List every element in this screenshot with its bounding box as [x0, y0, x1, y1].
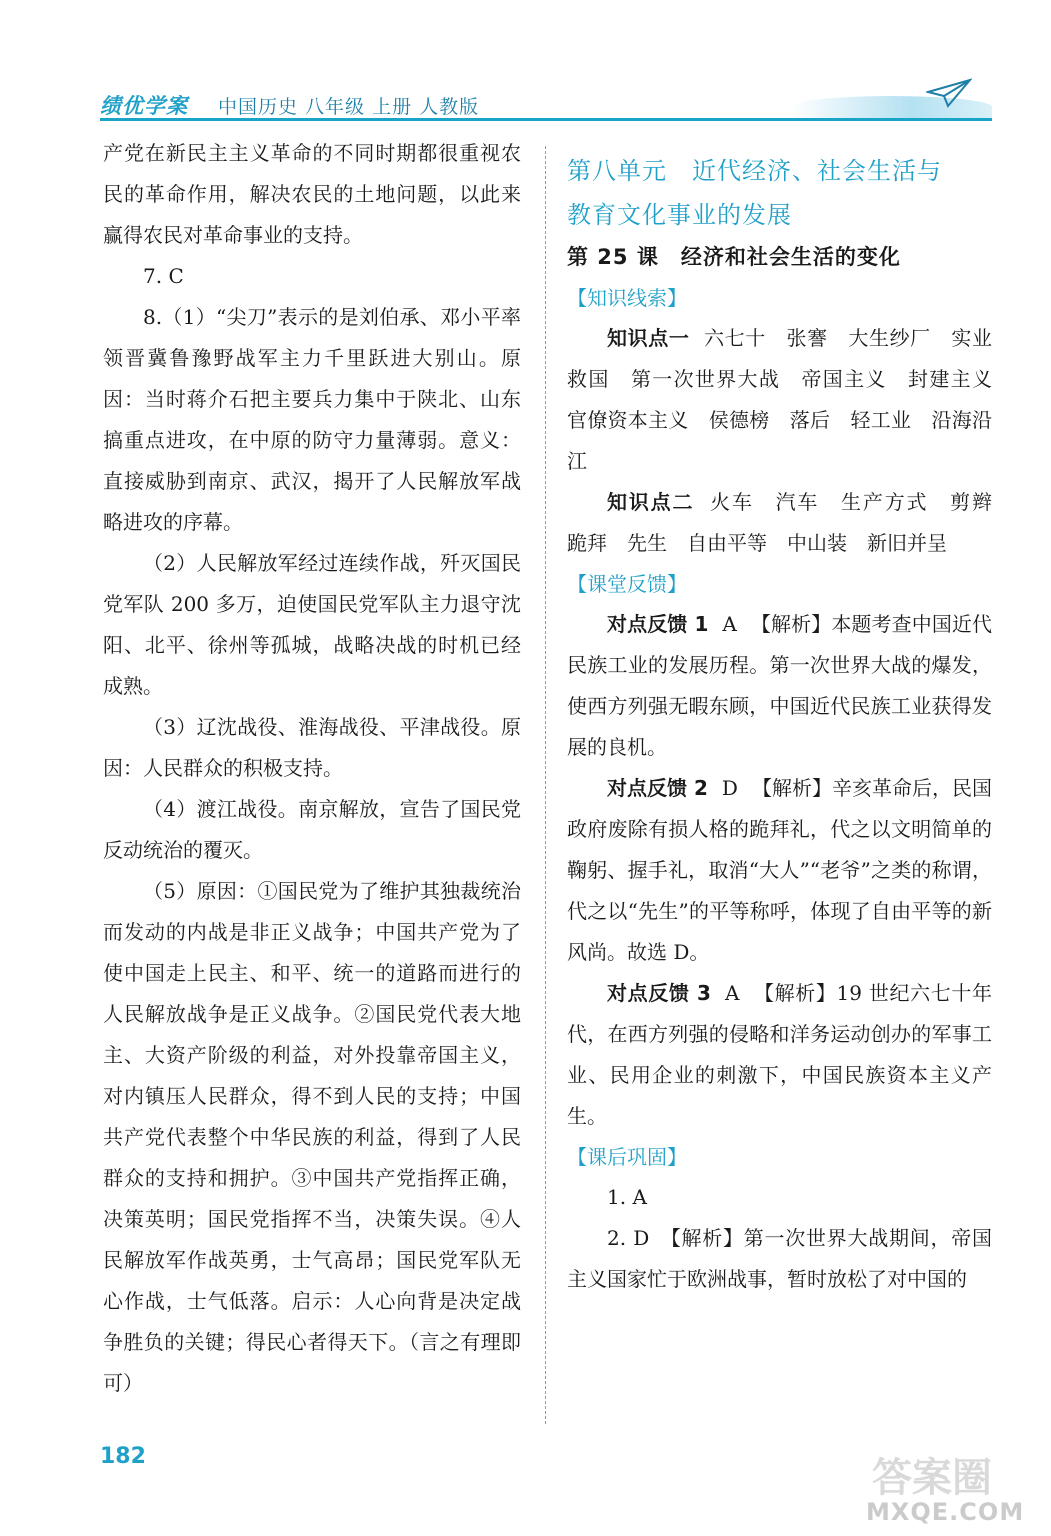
after-class-item-2: 2. D 【解析】第一次世界大战期间，帝国主义国家忙于欧洲战事，暂时放松了对中国的	[567, 1226, 992, 1291]
feedback-content: 本题考查中国近代民族工业的发展历程。第一次世界大战的爆发，使西方列强无暇东顾，中国近代民族工业获得发展的良机。	[567, 612, 993, 759]
section-classroom: 【课堂反馈】	[567, 572, 687, 596]
column-divider	[545, 146, 546, 1424]
watermark-big-text: 答案圈	[872, 1455, 992, 1501]
feedback-answer: D	[721, 776, 738, 800]
unit-title-line2: 教育文化事业的发展	[567, 201, 792, 229]
feedback-answer: A	[724, 981, 740, 1005]
section-after-class: 【课后巩固】	[567, 1145, 687, 1169]
right-column	[567, 149, 1013, 1300]
watermark-url-text: MXQE.COM	[866, 1498, 1025, 1526]
knowledge-point-label: 知识点二	[607, 490, 695, 514]
knowledge-point-content: 火车 汽车 生产方式 剪辫 跪拜 先生 自由平等 中山装 新旧并呈	[567, 490, 1013, 555]
answer-item-8-1: 8.（1）“尖刀”表示的是刘伯承、邓小平率领晋冀鲁豫野战军主力千里跃进大别山。原因：当时蒋介石把主要兵力集中于陕北、山东搞重点进攻，在中原的防守力量薄弱。意义：直接威胁到南京、武汉，揭开了人民解放军战略进攻的序幕。	[103, 305, 521, 534]
unit-title-line1: 第八单元 近代经济、社会生活与	[567, 157, 942, 185]
feedback-item-1	[567, 604, 992, 768]
feedback-content: 19 世纪六七十年代，在西方列强的侵略和洋务运动创办的军事工业、民用企业的刺激下，中国民族资本主义产生。	[567, 981, 992, 1128]
header-rule	[100, 118, 992, 121]
feedback-tag: 【解析】	[751, 776, 832, 800]
after-class-item-1: 1. A	[607, 1185, 647, 1209]
feedback-label: 对点反馈 3	[607, 981, 711, 1005]
knowledge-point-1	[567, 318, 1012, 482]
feedback-item-2	[567, 768, 992, 973]
feedback-label: 对点反馈 1	[607, 612, 709, 636]
section-knowledge: 【知识线索】	[567, 286, 687, 310]
page-header	[100, 78, 992, 128]
answer-item-8-5: （5）原因：①国民党为了维护其独裁统治而发动的内战是非正义战争；中国共产党为了使中国走上民主、和平、统一的道路而进行的人民解放战争是正义战争。②国民党代表大地主、大资产阶级的利益，对外投靠帝国主义，对内镇压人民群众，得不到人民的支持；中国共产党代表整个中华民族的利益，得到了人民群众的支持和拥护。③中国共产党指挥正确，决策英明；国民党指挥不当，决策失误。④人民解放军作战英勇，士气高昂；国民党军队无心作战，士气低落。启示：人心向背是决定战争胜负的关键；得民心者得天下。（言之有理即可）	[103, 879, 521, 1395]
knowledge-point-label: 知识点一	[607, 326, 690, 350]
left-column	[103, 133, 521, 1404]
knowledge-point-2	[567, 482, 1013, 564]
book-logo: 绩优学案	[100, 94, 188, 118]
knowledge-point-content: 六七十 张謇 大生纱厂 实业救国 第一次世界大战 帝国主义 封建主义 官僚资本主义 侯德榜 落后 轻工业 沿海沿江	[567, 326, 1012, 473]
answer-item-7: 7. C	[143, 264, 184, 288]
paper-plane-icon	[926, 78, 972, 108]
feedback-item-3	[567, 973, 992, 1137]
answer-item-8-2: （2）人民解放军经过连续作战，歼灭国民党军队 200 多万，迫使国民党军队主力退守沈阳、北平、徐州等孤城，战略决战的时机已经成熟。	[103, 551, 521, 698]
feedback-label: 对点反馈 2	[607, 776, 708, 800]
answer-item-8-3: （3）辽沈战役、淮海战役、平津战役。原因：人民群众的积极支持。	[103, 715, 521, 780]
feedback-tag: 【解析】	[750, 612, 832, 636]
book-subtitle: 中国历史 八年级 上册 人教版	[218, 96, 480, 118]
watermark-logo	[866, 1446, 1025, 1526]
page-number: 182	[100, 1444, 146, 1469]
answer-paragraph: 产党在新民主主义革命的不同时期都很重视农民的革命作用，解决农民的土地问题，以此来赢得农民对革命事业的支持。	[103, 141, 521, 247]
feedback-content: 辛亥革命后，民国政府废除有损人格的跪拜礼，代之以文明简单的鞠躬、握手礼，取消“大人”“老爷”之类的称谓，代之以“先生”的平等称呼，体现了自由平等的新风尚。故选 D。	[567, 776, 993, 964]
answer-item-8-4: （4）渡江战役。南京解放，宣告了国民党反动统治的覆灭。	[103, 797, 521, 862]
lesson-title: 第 25 课 经济和社会生活的变化	[567, 245, 901, 269]
feedback-tag: 【解析】	[753, 981, 837, 1005]
feedback-answer: A	[722, 612, 737, 636]
